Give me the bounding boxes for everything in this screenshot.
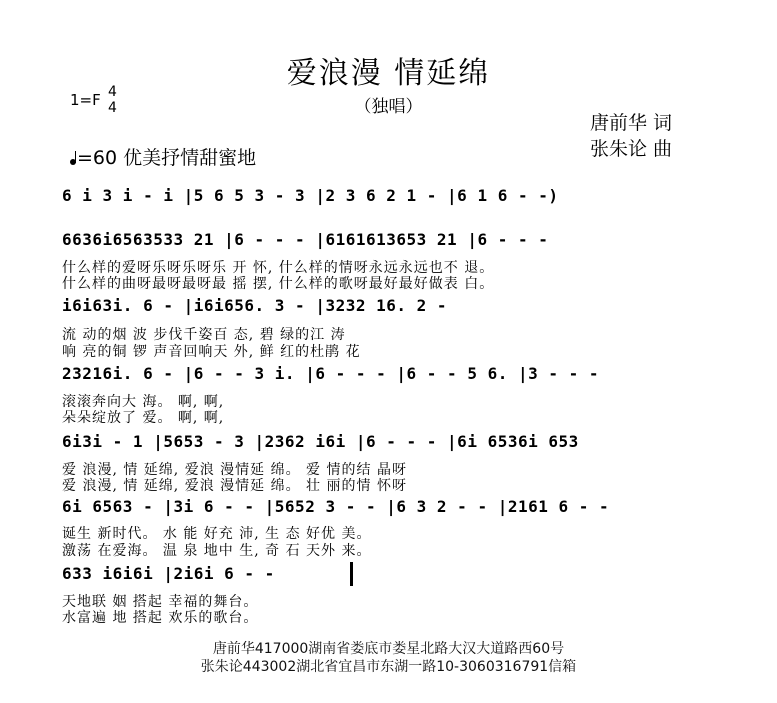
song-subtitle: （独唱） bbox=[354, 97, 423, 117]
lyric-line: 朵朵绽放了 爱。 啊, 啊, bbox=[62, 410, 225, 426]
time-signature-bottom: 4 bbox=[108, 100, 117, 116]
lyric-line: 水富遍 地 搭起 欢乐的歌台。 bbox=[62, 610, 259, 626]
lyricist-credit: 唐前华 词 bbox=[590, 112, 673, 134]
key-signature: 1=F bbox=[70, 91, 101, 109]
staff-line-4: 23216i. 6 - |6 - - 3 i. |6 - - - |6 - - 5 6. |3 - - - bbox=[62, 364, 600, 383]
time-signature bbox=[108, 84, 117, 116]
lyric-line: 诞生 新时代。 水 能 好充 沛, 生 态 好优 美。 bbox=[62, 526, 372, 542]
lyric-line: 天地联 姻 搭起 幸福的舞台。 bbox=[62, 594, 259, 610]
lyric-line: 爱 浪漫, 情 延绵, 爱浪 漫情延 绵。 壮 丽的情 怀呀 bbox=[62, 478, 407, 494]
staff-line-6: 6i 6563 - |3i 6 - - |5652 3 - - |6 3 2 - - |2161 6 - - bbox=[62, 497, 610, 516]
footer-address-lyricist: 唐前华417000湖南省娄底市娄星北路大汉大道路西60号 bbox=[212, 641, 565, 657]
song-title: 爱浪漫 情延绵 bbox=[286, 56, 491, 91]
staff-line-2: 6636i6563533 21 |6 - - - |6161613653 21 |6 - - - bbox=[62, 230, 549, 249]
lyric-line: 什么样的曲呀最呀最呀最 摇 摆, 什么样的歌呀最好最好做表 白。 bbox=[62, 276, 495, 292]
lyric-line: 什么样的爱呀乐呀乐呀乐 开 怀, 什么样的情呀永远永远也不 退。 bbox=[62, 260, 495, 276]
staff-line-1: 6 i 3 i - i |5 6 5 3 - 3 |2 3 6 2 1 - |6 1 6 - -) bbox=[62, 186, 559, 205]
tempo-marking bbox=[70, 143, 256, 170]
staff-line-3: i6i63i. 6 - |i6i656. 3 - |3232 16. 2 - bbox=[62, 296, 448, 315]
footer-address-composer: 张朱论443002湖北省宜昌市东湖一路10-3060316791信箱 bbox=[200, 659, 577, 675]
time-signature-top: 4 bbox=[108, 84, 117, 100]
lyric-line: 响 亮的铜 锣 声音回响天 外, 鲜 红的杜鹃 花 bbox=[62, 344, 361, 360]
lyric-line: 滚滚奔向大 海。 啊, 啊, bbox=[62, 394, 225, 410]
composer-credit: 张朱论 曲 bbox=[590, 138, 673, 160]
tempo-text: =60 优美抒情甜蜜地 bbox=[77, 147, 257, 169]
final-barline bbox=[350, 562, 353, 586]
staff-line-7: 633 i6i6i |2i6i 6 - - bbox=[62, 564, 275, 583]
quarter-note-icon bbox=[70, 159, 76, 165]
lyric-line: 爱 浪漫, 情 延绵, 爱浪 漫情延 绵。 爱 情的结 晶呀 bbox=[62, 462, 407, 478]
lyric-line: 流 动的烟 波 步伐千姿百 态, 碧 绿的江 涛 bbox=[62, 327, 346, 343]
staff-line-5: 6i3i - 1 |5653 - 3 |2362 i6i |6 - - - |6i 6536i 653 bbox=[62, 432, 579, 451]
lyric-line: 激荡 在爱海。 温 泉 地中 生, 奇 石 天外 来。 bbox=[62, 543, 372, 559]
